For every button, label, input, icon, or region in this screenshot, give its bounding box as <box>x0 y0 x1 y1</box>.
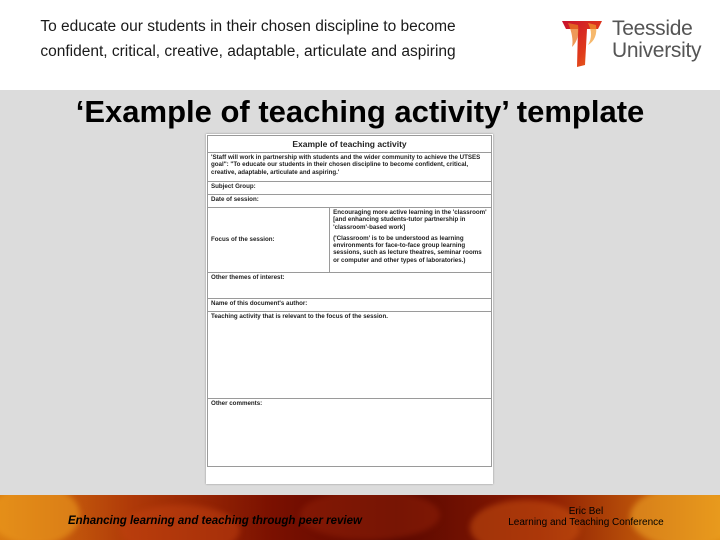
doc-teaching-activity: Teaching activity that is relevant to the focus of the session. <box>208 312 492 399</box>
doc-author-row <box>208 299 492 312</box>
doc-focus-text-1: Encouraging more active learning in the 'classroom' [and enhancing students-tutor partnership in 'classroom'-based work] <box>333 209 487 231</box>
footer-conference-name: Learning and Teaching Conference <box>508 517 664 528</box>
doc-title-row <box>208 136 492 153</box>
doc-author: Name of this document's author: <box>208 299 492 312</box>
doc-intro: 'Staff will work in partnership with students and the wider community to achieve the UTSES goal": "To educate our students in their chosen discipline to become confident, critical, creative, adaptable, articulate and aspiring.' <box>208 153 492 182</box>
doc-other-themes: Other themes of interest: <box>208 273 492 299</box>
header-bar <box>0 0 720 90</box>
footer-presenter-name: Eric Bel <box>568 506 604 517</box>
teesside-logo-icon <box>558 17 606 69</box>
template-table <box>207 135 492 467</box>
logo-line-2: University <box>612 39 702 62</box>
doc-title: Example of teaching activity <box>208 136 492 153</box>
doc-focus-label: Focus of the session: <box>208 208 330 273</box>
university-logo <box>552 14 702 70</box>
mission-line-1: To educate our students in their chosen discipline to become <box>40 18 456 35</box>
doc-subject-row <box>208 182 492 195</box>
logo-wordmark <box>612 18 701 62</box>
slide-title: ‘Example of teaching activity’ template <box>75 94 645 129</box>
mission-line-2: confident, critical, creative, adaptable, articulate and aspiring <box>40 43 456 60</box>
doc-other-themes-row <box>208 273 492 299</box>
doc-date-of-session: Date of session: <box>208 195 492 208</box>
mission-statement <box>18 14 478 64</box>
footer-presenter <box>500 506 672 528</box>
template-document <box>206 134 493 484</box>
doc-other-comments: Other comments: <box>208 399 492 467</box>
logo-line-1: Teesside <box>612 17 693 40</box>
footer-bar <box>0 495 720 540</box>
doc-intro-row <box>208 153 492 182</box>
doc-comments-row <box>208 399 492 467</box>
doc-teaching-row <box>208 312 492 399</box>
footer-conference-theme: Enhancing learning and teaching through peer review <box>68 515 362 527</box>
doc-focus-text-2: ('Classroom' is to be understood as learning environments for face-to-face group learning sessions, such as lecture theatres, seminar rooms or computer and other types of laboratories.) <box>333 234 482 264</box>
doc-focus-row <box>208 208 492 273</box>
doc-date-row <box>208 195 492 208</box>
doc-subject-group: Subject Group: <box>208 182 492 195</box>
doc-focus-text <box>330 208 492 273</box>
